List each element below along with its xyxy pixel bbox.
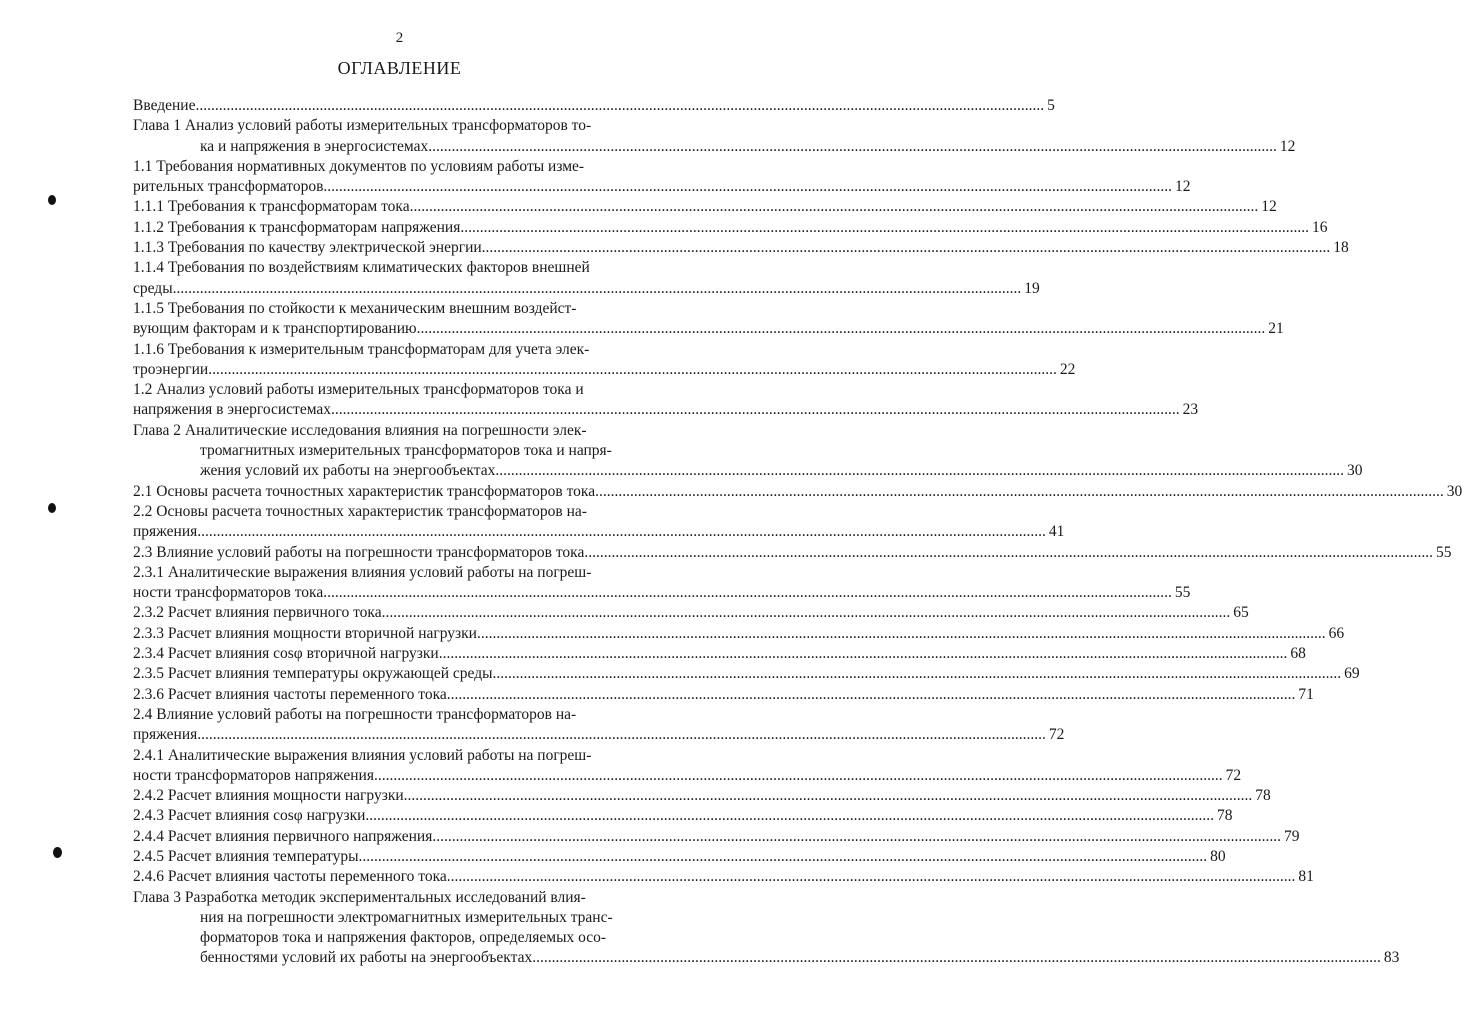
- toc-page-number: 69: [1344, 665, 1360, 683]
- toc-page-number: 78: [1255, 787, 1271, 805]
- toc-entry-text: 1.2 Анализ условий работы измерительных трансформаторов тока и: [133, 381, 584, 399]
- dot-leader: [358, 847, 1207, 867]
- toc-entry-text: бенностями условий их работы на энергообъектах: [200, 949, 533, 967]
- toc-entry-text: 2.4 Влияние условий работы на погрешности трансформаторов на-: [133, 705, 577, 723]
- page-number: 2: [395, 30, 404, 46]
- punch-hole-mark: [48, 195, 56, 205]
- dot-leader: [382, 603, 1231, 623]
- dot-leader: [447, 867, 1296, 887]
- toc-entry-text: 2.3 Влияние условий работы на погрешности трансформаторов тока: [133, 543, 585, 561]
- dot-leader: [439, 644, 1288, 664]
- punch-hole-mark: [53, 847, 62, 858]
- dot-leader: [374, 766, 1223, 786]
- dot-leader: [197, 725, 1046, 745]
- toc-entry-text: 1.1 Требования нормативных документов по условиям работы изме-: [133, 157, 585, 175]
- page-title: ОГЛАВЛЕНИЕ: [337, 58, 462, 78]
- dot-leader: [477, 624, 1326, 644]
- dot-leader: [584, 543, 1433, 563]
- toc-entry-text: ка и напряжения в энергосистемах: [200, 137, 429, 155]
- toc-entry[interactable]: [133, 847, 1226, 867]
- toc-entry-text: форматоров тока и напряжения факторов, определяемых осо-: [200, 929, 607, 947]
- toc-entry-text: ния на погрешности электромагнитных измерительных транс-: [200, 908, 613, 926]
- toc-entry-text: 2.4.3 Расчет влияния cosφ нагрузки: [133, 807, 366, 825]
- toc-entry-text: рительных трансформаторов: [133, 178, 324, 196]
- toc-page-number: 5: [1047, 97, 1055, 114]
- toc-entry[interactable]: [133, 299, 1284, 340]
- dot-leader: [532, 948, 1381, 968]
- dot-leader: [447, 685, 1296, 705]
- toc-entry[interactable]: [133, 218, 1328, 238]
- toc-entry-text: 2.4.6 Расчет влияния частоты переменного тока: [133, 868, 447, 886]
- toc-entry[interactable]: [133, 624, 1345, 644]
- toc-page-number: 66: [1328, 624, 1345, 642]
- dot-leader: [323, 583, 1172, 603]
- toc-entry[interactable]: [133, 258, 1040, 299]
- toc-entry[interactable]: [133, 96, 1055, 116]
- toc-entry[interactable]: [133, 888, 1400, 969]
- toc-entry-text: Глава 1 Анализ условий работы измерительных трансформаторов то-: [133, 117, 592, 135]
- toc-page-number: 65: [1233, 604, 1249, 622]
- toc-entry-text: жения условий их работы на энергообъектах: [200, 462, 496, 480]
- toc-page-number: 79: [1283, 827, 1300, 845]
- dot-leader: [195, 96, 1044, 116]
- dot-leader: [365, 806, 1214, 826]
- dot-leader: [323, 177, 1172, 197]
- toc-entry[interactable]: [133, 563, 1191, 604]
- toc-entry[interactable]: [133, 238, 1349, 258]
- toc-entry-text: вующим факторам и к транспортированию: [133, 320, 417, 338]
- toc-entry-text: Глава 2 Аналитические исследования влияния на погрешности элек-: [133, 421, 587, 439]
- toc-entry[interactable]: [133, 197, 1277, 217]
- toc-entry-text: тромагнитных измерительных трансформаторов тока и напря-: [200, 442, 612, 460]
- toc-entry[interactable]: [133, 664, 1360, 684]
- dot-leader: [495, 461, 1344, 481]
- toc-entry-text: 1.1.3 Требования по качеству электрической энергии: [133, 239, 482, 257]
- dot-leader: [595, 482, 1444, 502]
- dot-leader: [404, 786, 1253, 806]
- toc-entry-text: пряжения: [133, 726, 198, 744]
- toc-entry[interactable]: [133, 116, 1296, 157]
- toc-page-number: 19: [1024, 279, 1040, 297]
- toc-entry[interactable]: [133, 603, 1249, 623]
- toc-entry-text: 2.3.1 Аналитические выражения влияния условий работы на погреш-: [133, 563, 592, 581]
- toc-entry[interactable]: [133, 157, 1191, 198]
- toc-entry[interactable]: [133, 421, 1363, 482]
- dot-leader: [432, 827, 1281, 847]
- toc-page-number: 68: [1290, 645, 1306, 663]
- toc-page-number: 30: [1446, 482, 1462, 500]
- toc-entry-text: напряжения в энергосистемах: [133, 401, 332, 419]
- dot-leader: [173, 279, 1022, 299]
- toc-page-number: 55: [1174, 584, 1191, 602]
- toc-page-number: 16: [1311, 218, 1328, 236]
- toc-entry[interactable]: [133, 827, 1300, 847]
- toc-entry-text: 2.3.5 Расчет влияния температуры окружающей среды: [133, 665, 493, 683]
- toc-page-number: 41: [1048, 523, 1065, 541]
- dot-leader: [417, 319, 1266, 339]
- toc-entry-text: среды: [133, 279, 173, 297]
- toc-entry[interactable]: [133, 644, 1306, 664]
- toc-entry[interactable]: [133, 705, 1065, 746]
- toc-entry-text: 1.1.2 Требования к трансформаторам напряжения: [133, 218, 461, 236]
- toc-entry-text: 2.4.5 Расчет влияния температуры: [133, 847, 359, 865]
- toc-entry-text: троэнергии: [133, 360, 209, 378]
- dot-leader: [493, 664, 1342, 684]
- toc-entry[interactable]: [133, 380, 1199, 421]
- toc-entry[interactable]: [133, 543, 1452, 563]
- toc-entry-text: ности трансформаторов напряжения: [133, 766, 374, 784]
- toc-entry-text: 2.1 Основы расчета точностных характеристик трансформаторов тока: [133, 482, 596, 500]
- toc-entry-text: 2.3.3 Расчет влияния мощности вторичной нагрузки: [133, 624, 477, 642]
- dot-leader: [428, 137, 1277, 157]
- toc-entry[interactable]: [133, 786, 1271, 806]
- toc-page-number: 12: [1175, 178, 1191, 196]
- toc-page-number: 23: [1182, 401, 1199, 419]
- dot-leader: [410, 197, 1259, 217]
- toc-page-number: 18: [1333, 239, 1349, 257]
- toc-entry-text: Введение: [133, 97, 196, 114]
- toc-entry-text: 1.1.6 Требования к измерительным трансформаторам для учета элек-: [133, 340, 590, 358]
- table-of-contents: [133, 96, 1462, 969]
- toc-page-number: 78: [1217, 807, 1233, 825]
- dot-leader: [460, 218, 1309, 238]
- toc-entry[interactable]: [133, 502, 1065, 543]
- toc-entry-text: 2.4.2 Расчет влияния мощности нагрузки: [133, 787, 404, 805]
- toc-entry-text: 1.1.4 Требования по воздействиям климатических факторов внешней: [133, 259, 590, 277]
- toc-page-number: 12: [1261, 198, 1277, 216]
- toc-entry-text: 2.4.1 Аналитические выражения влияния условий работы на погреш-: [133, 746, 592, 764]
- toc-entry-text: 2.3.4 Расчет влияния cosφ вторичной нагрузки: [133, 645, 439, 663]
- toc-page-number: 22: [1059, 360, 1076, 378]
- toc-entry-text: 2.3.6 Расчет влияния частоты переменного тока: [133, 685, 447, 703]
- dot-leader: [208, 360, 1057, 380]
- toc-page-number: 72: [1225, 766, 1242, 784]
- toc-page-number: 80: [1210, 847, 1226, 865]
- toc-page-number: 30: [1346, 462, 1363, 480]
- toc-entry-text: 1.1.5 Требования по стойкости к механическим внешним воздейст-: [133, 299, 577, 317]
- toc-page-number: 21: [1268, 320, 1284, 338]
- dot-leader: [331, 400, 1180, 420]
- punch-hole-mark: [48, 503, 56, 513]
- dot-leader: [197, 522, 1046, 542]
- toc-entry-text: 1.1.1 Требования к трансформаторам тока: [133, 198, 410, 216]
- toc-entry-text: 2.2 Основы расчета точностных характеристик трансформаторов на-: [133, 502, 587, 520]
- dot-leader: [482, 238, 1331, 258]
- toc-entry-text: Глава 3 Разработка методик экспериментальных исследований влия-: [133, 888, 586, 906]
- toc-entry-text: пряжения: [133, 523, 198, 541]
- toc-entry-text: 2.3.2 Расчет влияния первичного тока: [133, 604, 382, 622]
- toc-entry[interactable]: [133, 685, 1314, 705]
- toc-entry[interactable]: [133, 867, 1314, 887]
- toc-page-number: 81: [1298, 868, 1314, 886]
- toc-entry[interactable]: [133, 340, 1076, 381]
- toc-entry-text: 2.4.4 Расчет влияния первичного напряжения: [133, 827, 433, 845]
- toc-page-number: 12: [1279, 137, 1296, 155]
- toc-page-number: 83: [1383, 949, 1400, 967]
- toc-page-number: 72: [1048, 726, 1065, 744]
- toc-entry[interactable]: [133, 482, 1462, 502]
- toc-page-number: 71: [1298, 685, 1314, 703]
- toc-entry[interactable]: [133, 746, 1242, 787]
- toc-page-number: 55: [1435, 543, 1452, 561]
- toc-entry[interactable]: [133, 806, 1233, 826]
- toc-entry-text: ности трансформаторов тока: [133, 584, 324, 602]
